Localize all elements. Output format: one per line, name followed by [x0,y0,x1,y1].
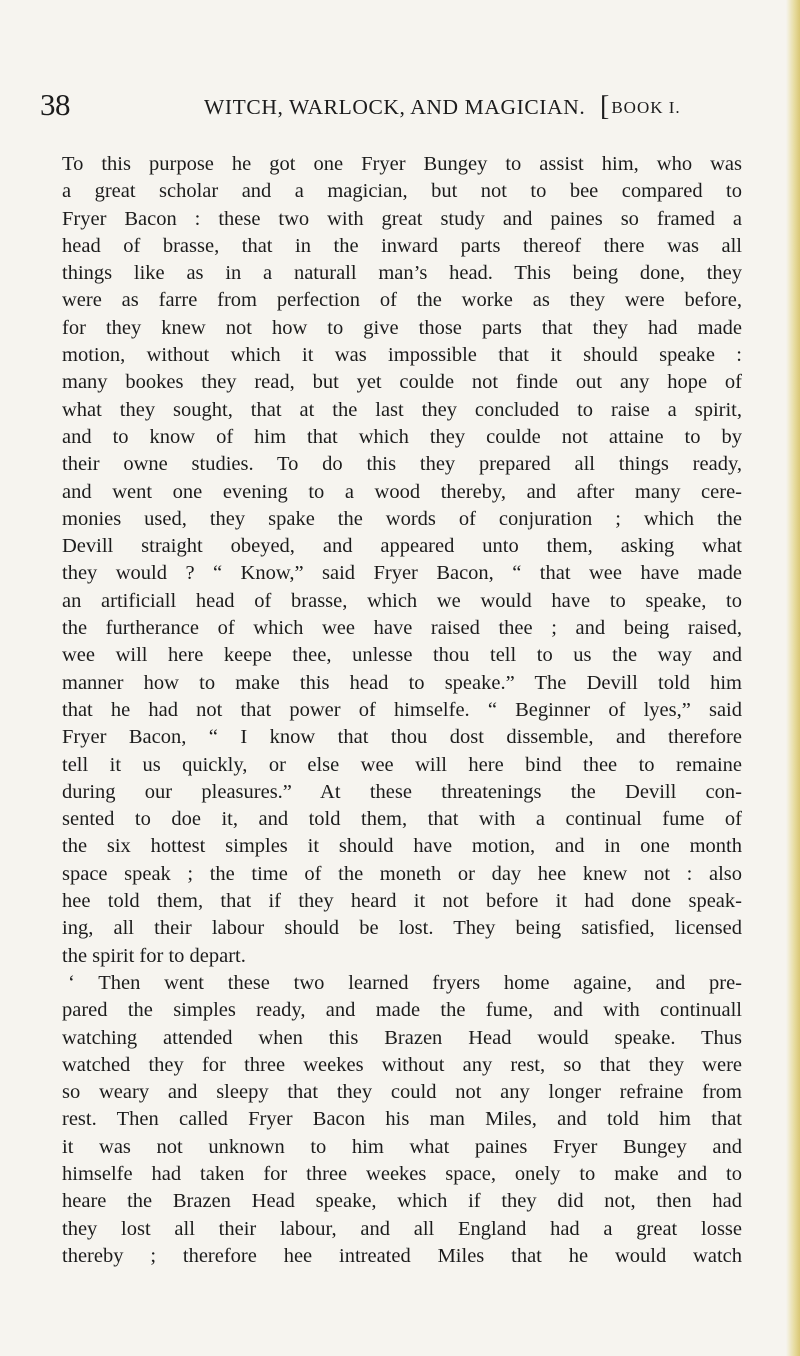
body-line: a great scholar and a magician, but not to bee compared to [62,180,742,203]
body-line: their owne studies. To do this they prepared all things ready, [62,453,742,476]
body-line: for they knew not how to give those parts that they had made [62,316,742,339]
body-line: heare the Brazen Head speake, which if they did not, then had [62,1190,742,1213]
body-line: monies used, they spake the words of conjuration ; which the [62,507,742,530]
book-reference [600,92,681,122]
body-line: Fryer Bacon, “ I know that thou dost dissemble, and therefore [62,726,742,749]
body-line: many bookes they read, but yet coulde not finde out any hope of [62,371,742,394]
running-header [40,88,740,128]
body-line: and to know of him that which they coulde not attaine to by [62,425,742,448]
book-bracket: [ [600,91,610,122]
body-line: hee told them, that if they heard it not before it had done speak- [62,890,742,913]
body-line: himselfe had taken for three weekes space, onely to make and to [62,1162,742,1185]
body-line: so weary and sleepy that they could not any longer refraine from [62,1081,742,1104]
body-line: motion, without which it was impossible that it should speake : [62,344,742,367]
page-number: 38 [40,87,70,122]
body-line: an artificiall head of brasse, which we would have to speake, to [62,589,742,612]
body-line: ing, all their labour should be lost. They being satisfied, licensed [62,917,742,940]
body-line: that he had not that power of himselfe. “ Beginner of lyes,” said [62,698,742,721]
body-line: during our pleasures.” At these threatenings the Devill con- [62,780,742,803]
body-line: what they sought, that at the last they concluded to raise a spirit, [62,398,742,421]
body-line: Devill straight obeyed, and appeared unto them, asking what [62,535,742,558]
body-line: watched they for three weekes without any rest, so that they were [62,1053,742,1076]
body-line: thereby ; therefore hee intreated Miles that he would watch [62,1244,742,1267]
body-line: pared the simples ready, and made the fume, and with continuall [62,999,742,1022]
body-line: and went one evening to a wood thereby, and after many cere- [62,480,742,503]
body-line: they would ? “ Know,” said Fryer Bacon, “ that wee have made [62,562,742,585]
body-line: head of brasse, that in the inward parts thereof there was all [62,234,742,257]
body-text [62,151,742,1270]
body-line: were as farre from perfection of the worke as they were before, [62,289,742,312]
body-line: rest. Then called Fryer Bacon his man Miles, and told him that [62,1108,742,1131]
body-line: watching attended when this Brazen Head would speake. Thus [62,1026,742,1049]
running-title: WITCH, WARLOCK, AND MAGICIAN. [204,95,586,119]
body-line: To this purpose he got one Fryer Bungey to assist him, who was [62,153,742,175]
body-line: the spirit for to depart. [62,944,246,967]
body-line: ‘ Then went these two learned fryers home againe, and pre- [68,971,742,994]
body-line: things like as in a naturall man’s head. This being done, they [62,262,742,285]
body-line: sented to doe it, and told them, that with a continual fume of [62,808,742,831]
body-line: manner how to make this head to speake.” The Devill told him [62,671,742,694]
book-label: BOOK I. [611,98,681,117]
body-line: the six hottest simples it should have motion, and in one month [62,835,742,858]
body-line: space speak ; the time of the moneth or day hee knew not : also [62,862,742,885]
body-line: tell it us quickly, or else wee will here bind thee to remaine [62,753,742,776]
body-line: wee will here keepe thee, unlesse thou tell to us the way and [62,644,742,667]
body-line: Fryer Bacon : these two with great study and paines so framed a [62,207,742,230]
page-edge-tint [786,0,800,1356]
body-line: the furtherance of which wee have raised thee ; and being raised, [62,617,742,640]
body-line: it was not unknown to him what paines Fryer Bungey and [62,1135,742,1158]
body-line: they lost all their labour, and all England had a great losse [62,1217,742,1240]
